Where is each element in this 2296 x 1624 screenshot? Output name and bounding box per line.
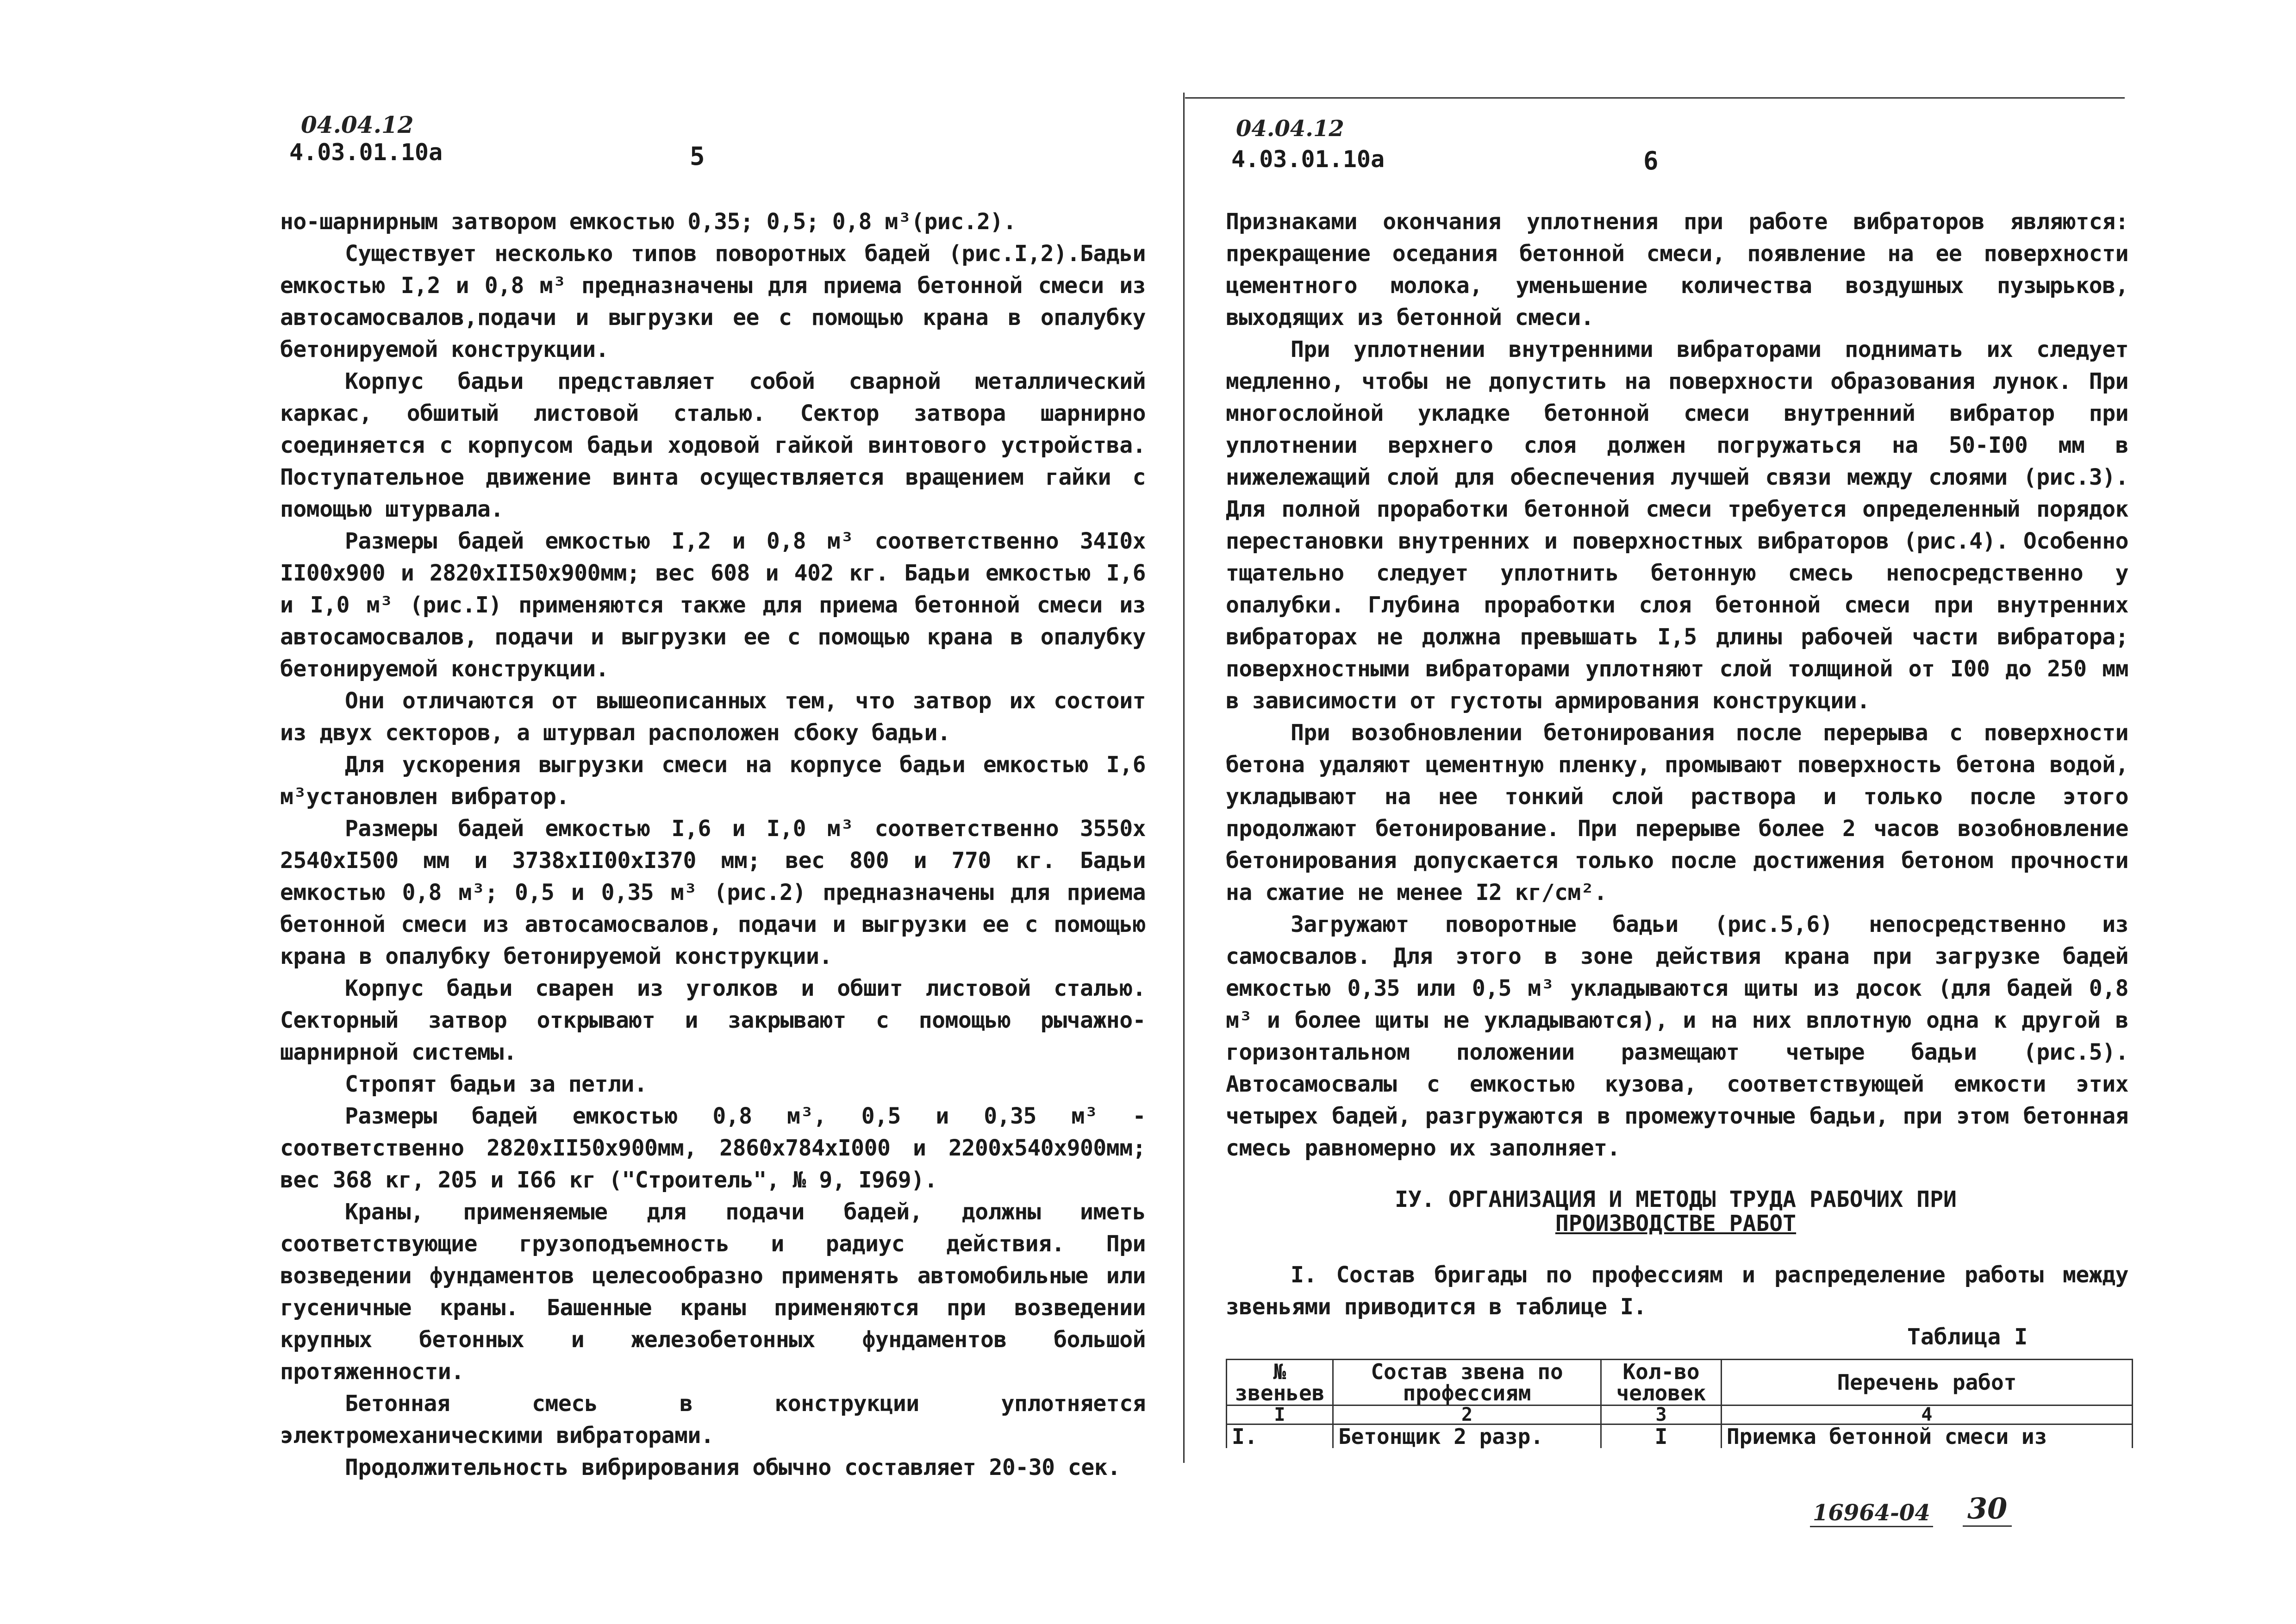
paragraph: При возобновлении бетонирования после перерыва с поверхности бетона удаляют цементную пленку, промывают поверхность бетона водой, укладывают на нее тонкий слой раствора и только после этого продолжают бетонирование. При перерыве более 2 часов возобновление бетонирования допускается только после достижения бетоном прочности на сжатие не менее I2 кг/см². (1226, 720, 2128, 906)
left-page-number: 5 (690, 142, 705, 171)
table-cell: Приемка бетонной смеси из (1721, 1424, 2132, 1449)
paragraph: При уплотнении внутренними вибраторами поднимать их следует медленно, чтобы не допустить на поверхности образования лунок. При многослойной укладке бетонной смеси внутренний вибратор при уплотнении верхнего слоя должен погружаться на 50-I00 мм в нижележащий слой для обеспечения лучшей связи между слоями (рис.3). Для полной проработки бетонной смеси требуется определенный порядок перестановки внутренних и поверхностных вибраторов (рис.4). Особенно тщательно следует уплотнить бетонную смесь непосредственно у опалубки. Глубина проработки слоя бетонной смеси при внутренних вибраторах не должна превышать I,5 длины рабочей части вибратора; поверхностными вибраторами уплотняют слой толщиной от I00 до 250 мм в зависимости от густоты армирования конструкции. (1226, 337, 2128, 714)
paragraph: Признаками окончания уплотнения при работе вибраторов являются: прекращение оседания бетонной смеси, появление на ее поверхности цементного молока, уменьшение количества воздушных пузырьков, выходящих из бетонной смеси. (1226, 209, 2128, 331)
table-intro-paragraph: I. Состав бригады по профессиям и распределение работы между звеньями приводится в таблице I. (1226, 1262, 2128, 1320)
footer-page-number: 30 (1963, 1492, 2012, 1527)
section-heading-line2: ПРОИЗВОДСТВЕ РАБОТ (1555, 1211, 1797, 1237)
paragraph: Краны, применяемые для подачи бадей, должны иметь соответствующие грузоподъемность и радиус действия. При возведении фундаментов целесообразно применять автомобильные или гусеничные краны. Башенные краны применяются при возведении крупных бетонных и железобетонных фундаментов большой протяженности. (280, 1199, 1146, 1385)
header-cell: № звеньев (1227, 1360, 1333, 1405)
right-page-number: 6 (1643, 146, 1659, 175)
paragraph: но-шарнирным затвором емкостью 0,35; 0,5; 0,8 м³(рис.2). (280, 209, 1017, 235)
paragraph: Для ускорения выгрузки смеси на корпусе бадьи емкостью I,6 м³установлен вибратор. (280, 752, 1146, 810)
table-row (1227, 1424, 2133, 1449)
paragraph: Существует несколько типов поворотных бадей (рис.I,2).Бадьи емкостью I,2 и 0,8 м³ предназначены для приема бетонной смеси из автосамосвалов,подачи и выгрузки ее с помощью крана в опалубку бетонируемой конструкции. (280, 241, 1146, 362)
left-doc-ref: 4.03.01.10а (289, 139, 443, 166)
colnum-cell: 3 (1601, 1405, 1722, 1424)
table-cell: I. (1227, 1424, 1333, 1449)
paragraph: Корпус бадьи сварен из уголков и обшит листовой сталью. Секторный затвор открывают и закрывают с помощью рычажно-шарнирной системы. (280, 975, 1146, 1065)
right-doc-ref: 4.03.01.10а (1231, 146, 1385, 173)
table-intro (1226, 1259, 2128, 1323)
right-handwritten-code: 04.04.12 (1236, 116, 1344, 142)
header-cell: Перечень работ (1721, 1360, 2132, 1405)
table-header-row (1227, 1360, 2133, 1405)
table-caption: Таблица I (1907, 1324, 2028, 1350)
colnum-cell: 4 (1721, 1405, 2132, 1424)
header-cell: Кол-во человек (1601, 1360, 1722, 1405)
paragraph: Бетонная смесь в конструкции уплотняется электромеханическими вибраторами. (280, 1391, 1146, 1449)
paragraph: Размеры бадей емкостью I,2 и 0,8 м³ соответственно 34I0x II00x900 и 2820xII50x900мм; вес 608 и 402 кг. Бадьи емкостью I,6 и I,0 м³ (рис.I) применяются также для приема бетонной смеси из автосамосвалов, подачи и выгрузки ее с помощью крана в опалубку бетонируемой конструкции. (280, 528, 1146, 682)
table-cell: I (1601, 1424, 1722, 1449)
table-cell: Бетонщик 2 разр. (1333, 1424, 1601, 1449)
left-body-text (280, 206, 1146, 1484)
paragraph: Загружают поворотные бадьи (рис.5,6) непосредственно из самосвалов. Для этого в зоне действия крана при загрузке бадей емкостью 0,35 или 0,5 м³ укладываются щиты из досок (для бадей 0,8 м³ и более щиты не укладываются), и на них вплотную одна к другой в горизонтальном положении размещают четыре бадьи (рис.5). Автосамосвалы с емкостью кузова, соответствующей емкости этих четырех бадей, разгружаются в промежуточные бадьи, при этом бетонная смесь равномерно их заполняет. (1226, 912, 2128, 1161)
colnum-cell: I (1227, 1405, 1333, 1424)
right-body-text (1226, 206, 2128, 1164)
header-cell: Состав звена по профессиям (1333, 1360, 1601, 1405)
center-divider (1183, 93, 1185, 1463)
paragraph: Продолжительность вибрирования обычно составляет 20-30 сек. (345, 1455, 1121, 1480)
paragraph: Размеры бадей емкостью 0,8 м³, 0,5 и 0,35 м³ - соответственно 2820xII50x900мм, 2860x784xI000 и 2200x540x900мм; вес 368 кг, 205 и I66 кг ("Строитель", № 9, I969). (280, 1103, 1146, 1193)
section-heading (1305, 1187, 2046, 1236)
paragraph: Они отличаются от вышеописанных тем, что затвор их состоит из двух секторов, а штурвал расположен сбоку бадьи. (280, 688, 1146, 746)
table-colnum-row (1227, 1405, 2133, 1424)
section-heading-line1: IУ. ОРГАНИЗАЦИЯ И МЕТОДЫ ТРУДА РАБОЧИХ ПРИ (1395, 1187, 1957, 1212)
right-page (1185, 0, 2296, 1624)
left-handwritten-code: 04.04.12 (301, 111, 414, 138)
paragraph: Размеры бадей емкостью I,6 и I,0 м³ соответственно 3550x 2540xI500 мм и 3738xII00xI370 мм; вес 800 и 770 кг. Бадьи емкостью 0,8 м³; 0,5 и 0,35 м³ (рис.2) предназначены для приема бетонной смеси из автосамосвалов, подачи и выгрузки ее с помощью крана в опалубку бетонируемой конструкции. (280, 816, 1146, 969)
footer-handwritten-number: 16964-04 (1810, 1500, 1933, 1527)
paragraph: Стропят бадьи за петли. (345, 1071, 648, 1097)
paragraph: Корпус бадьи представляет собой сварной металлический каркас, обшитый листовой сталью. Сектор затвора шарнирно соединяется с корпусом бадьи ходовой гайкой винтового устройства. Поступательное движение винта осуществляется вращением гайки с помощью штурвала. (280, 369, 1146, 522)
colnum-cell: 2 (1333, 1405, 1601, 1424)
brigade-table (1226, 1359, 2133, 1448)
